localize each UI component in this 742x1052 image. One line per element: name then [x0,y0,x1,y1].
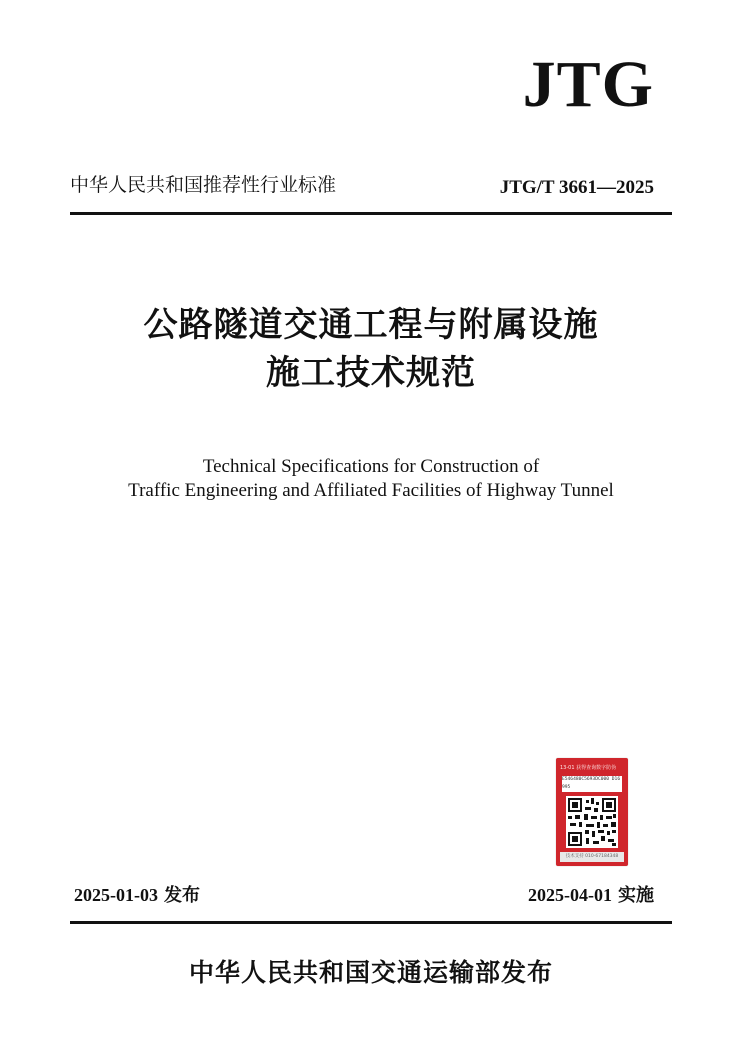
title-en-line2: Traffic Engineering and Affiliated Facilities of Highway Tunnel [128,480,614,501]
top-divider [70,212,672,215]
publisher: 中华人民共和国交通运输部发布 [188,958,553,987]
sticker-serial: E546480C5693DC000 D16995 [562,777,621,790]
implementation-date-value: 2025-04-01 [528,885,612,905]
qr-code-icon [566,796,618,848]
jtg-logo: JTG [522,48,654,121]
title-en-line1: Technical Specifications for Construction of [202,456,540,477]
implementation-date [528,886,654,905]
standard-type: 中华人民共和国推荐性行业标准 [70,174,337,196]
sticker-header: 13-01 获得查询数字防伪 [560,765,617,771]
bottom-divider [70,921,672,924]
anti-counterfeit-sticker [556,758,628,866]
sticker-footer: 技术支持 010-67184348 [560,852,624,862]
issue-date-value: 2025-01-03 [74,885,158,905]
implementation-date-label: 实施 [618,885,654,906]
title-cn-line2: 施工技术规范 [266,353,476,393]
standard-code: JTG/T 3661—2025 [499,177,654,198]
issue-date [74,886,200,905]
issue-date-label: 发布 [164,885,200,906]
title-cn-line1: 公路隧道交通工程与附属设施 [143,305,599,345]
